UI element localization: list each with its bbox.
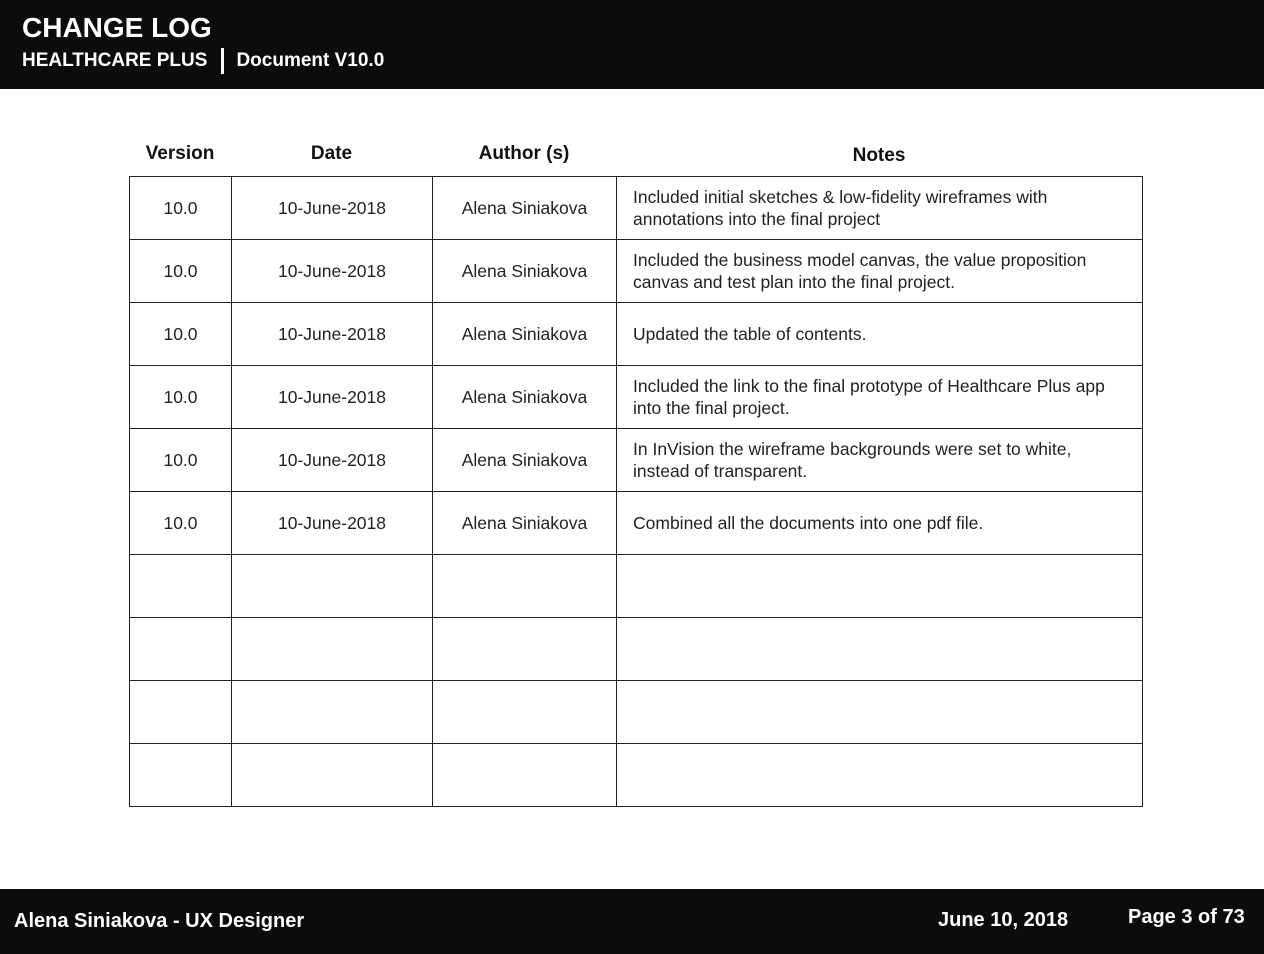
cell-date — [232, 681, 433, 744]
cell-notes — [617, 618, 1143, 681]
cell-notes: Included the business model canvas, the value proposition canvas and test plan into the final project. — [617, 240, 1143, 303]
table-row — [130, 492, 1143, 555]
footer-date: June 10, 2018 — [938, 909, 1069, 931]
cell-date — [232, 744, 433, 807]
change-log-body — [130, 177, 1143, 807]
cell-version: 10.0 — [130, 366, 232, 429]
cell-notes — [617, 744, 1143, 807]
table-row — [130, 744, 1143, 807]
table-row — [130, 240, 1143, 303]
cell-version: 10.0 — [130, 177, 232, 240]
cell-notes: In InVision the wireframe backgrounds were set to white, instead of transparent. — [617, 429, 1143, 492]
cell-author: Alena Siniakova — [433, 429, 617, 492]
cell-author — [433, 618, 617, 681]
header-divider — [221, 48, 224, 74]
table-row — [130, 429, 1143, 492]
cell-notes — [617, 681, 1143, 744]
cell-version — [130, 681, 232, 744]
cell-notes: Included initial sketches & low-fidelity wireframes with annotations into the final project — [617, 177, 1143, 240]
cell-author: Alena Siniakova — [433, 492, 617, 555]
column-header-notes: Notes — [852, 145, 906, 166]
cell-version: 10.0 — [130, 429, 232, 492]
page-footer — [0, 889, 1264, 954]
header-subtitle — [22, 48, 384, 74]
table-row — [130, 681, 1143, 744]
table-row — [130, 618, 1143, 681]
page-number: Page 3 of 73 — [1128, 906, 1245, 928]
document-version: Document V10.0 — [236, 50, 385, 71]
cell-date: 10-June-2018 — [232, 429, 433, 492]
column-header-date: Date — [310, 143, 353, 164]
cell-author — [433, 744, 617, 807]
cell-notes: Updated the table of contents. — [617, 303, 1143, 366]
cell-version: 10.0 — [130, 492, 232, 555]
cell-date: 10-June-2018 — [232, 492, 433, 555]
cell-version — [130, 555, 232, 618]
cell-version — [130, 618, 232, 681]
cell-date: 10-June-2018 — [232, 240, 433, 303]
cell-date: 10-June-2018 — [232, 177, 433, 240]
column-header-version: Version — [145, 143, 215, 164]
cell-date — [232, 555, 433, 618]
cell-notes: Combined all the documents into one pdf file. — [617, 492, 1143, 555]
table-row — [130, 177, 1143, 240]
cell-notes — [617, 555, 1143, 618]
cell-author — [433, 555, 617, 618]
table-row — [130, 366, 1143, 429]
change-log-table — [129, 176, 1143, 807]
table-row — [130, 555, 1143, 618]
cell-version: 10.0 — [130, 303, 232, 366]
cell-author: Alena Siniakova — [433, 366, 617, 429]
cell-author — [433, 681, 617, 744]
footer-author: Alena Siniakova - UX Designer — [14, 910, 305, 932]
page-title: CHANGE LOG — [22, 12, 212, 43]
cell-author: Alena Siniakova — [433, 177, 617, 240]
page-header — [0, 0, 1264, 89]
cell-date: 10-June-2018 — [232, 366, 433, 429]
cell-notes: Included the link to the final prototype of Healthcare Plus app into the final project. — [617, 366, 1143, 429]
column-header-author: Author (s) — [478, 143, 570, 164]
cell-author: Alena Siniakova — [433, 303, 617, 366]
table-row — [130, 303, 1143, 366]
cell-version — [130, 744, 232, 807]
cell-date: 10-June-2018 — [232, 303, 433, 366]
cell-version: 10.0 — [130, 240, 232, 303]
cell-date — [232, 618, 433, 681]
cell-author: Alena Siniakova — [433, 240, 617, 303]
project-name: HEALTHCARE PLUS — [22, 50, 208, 71]
